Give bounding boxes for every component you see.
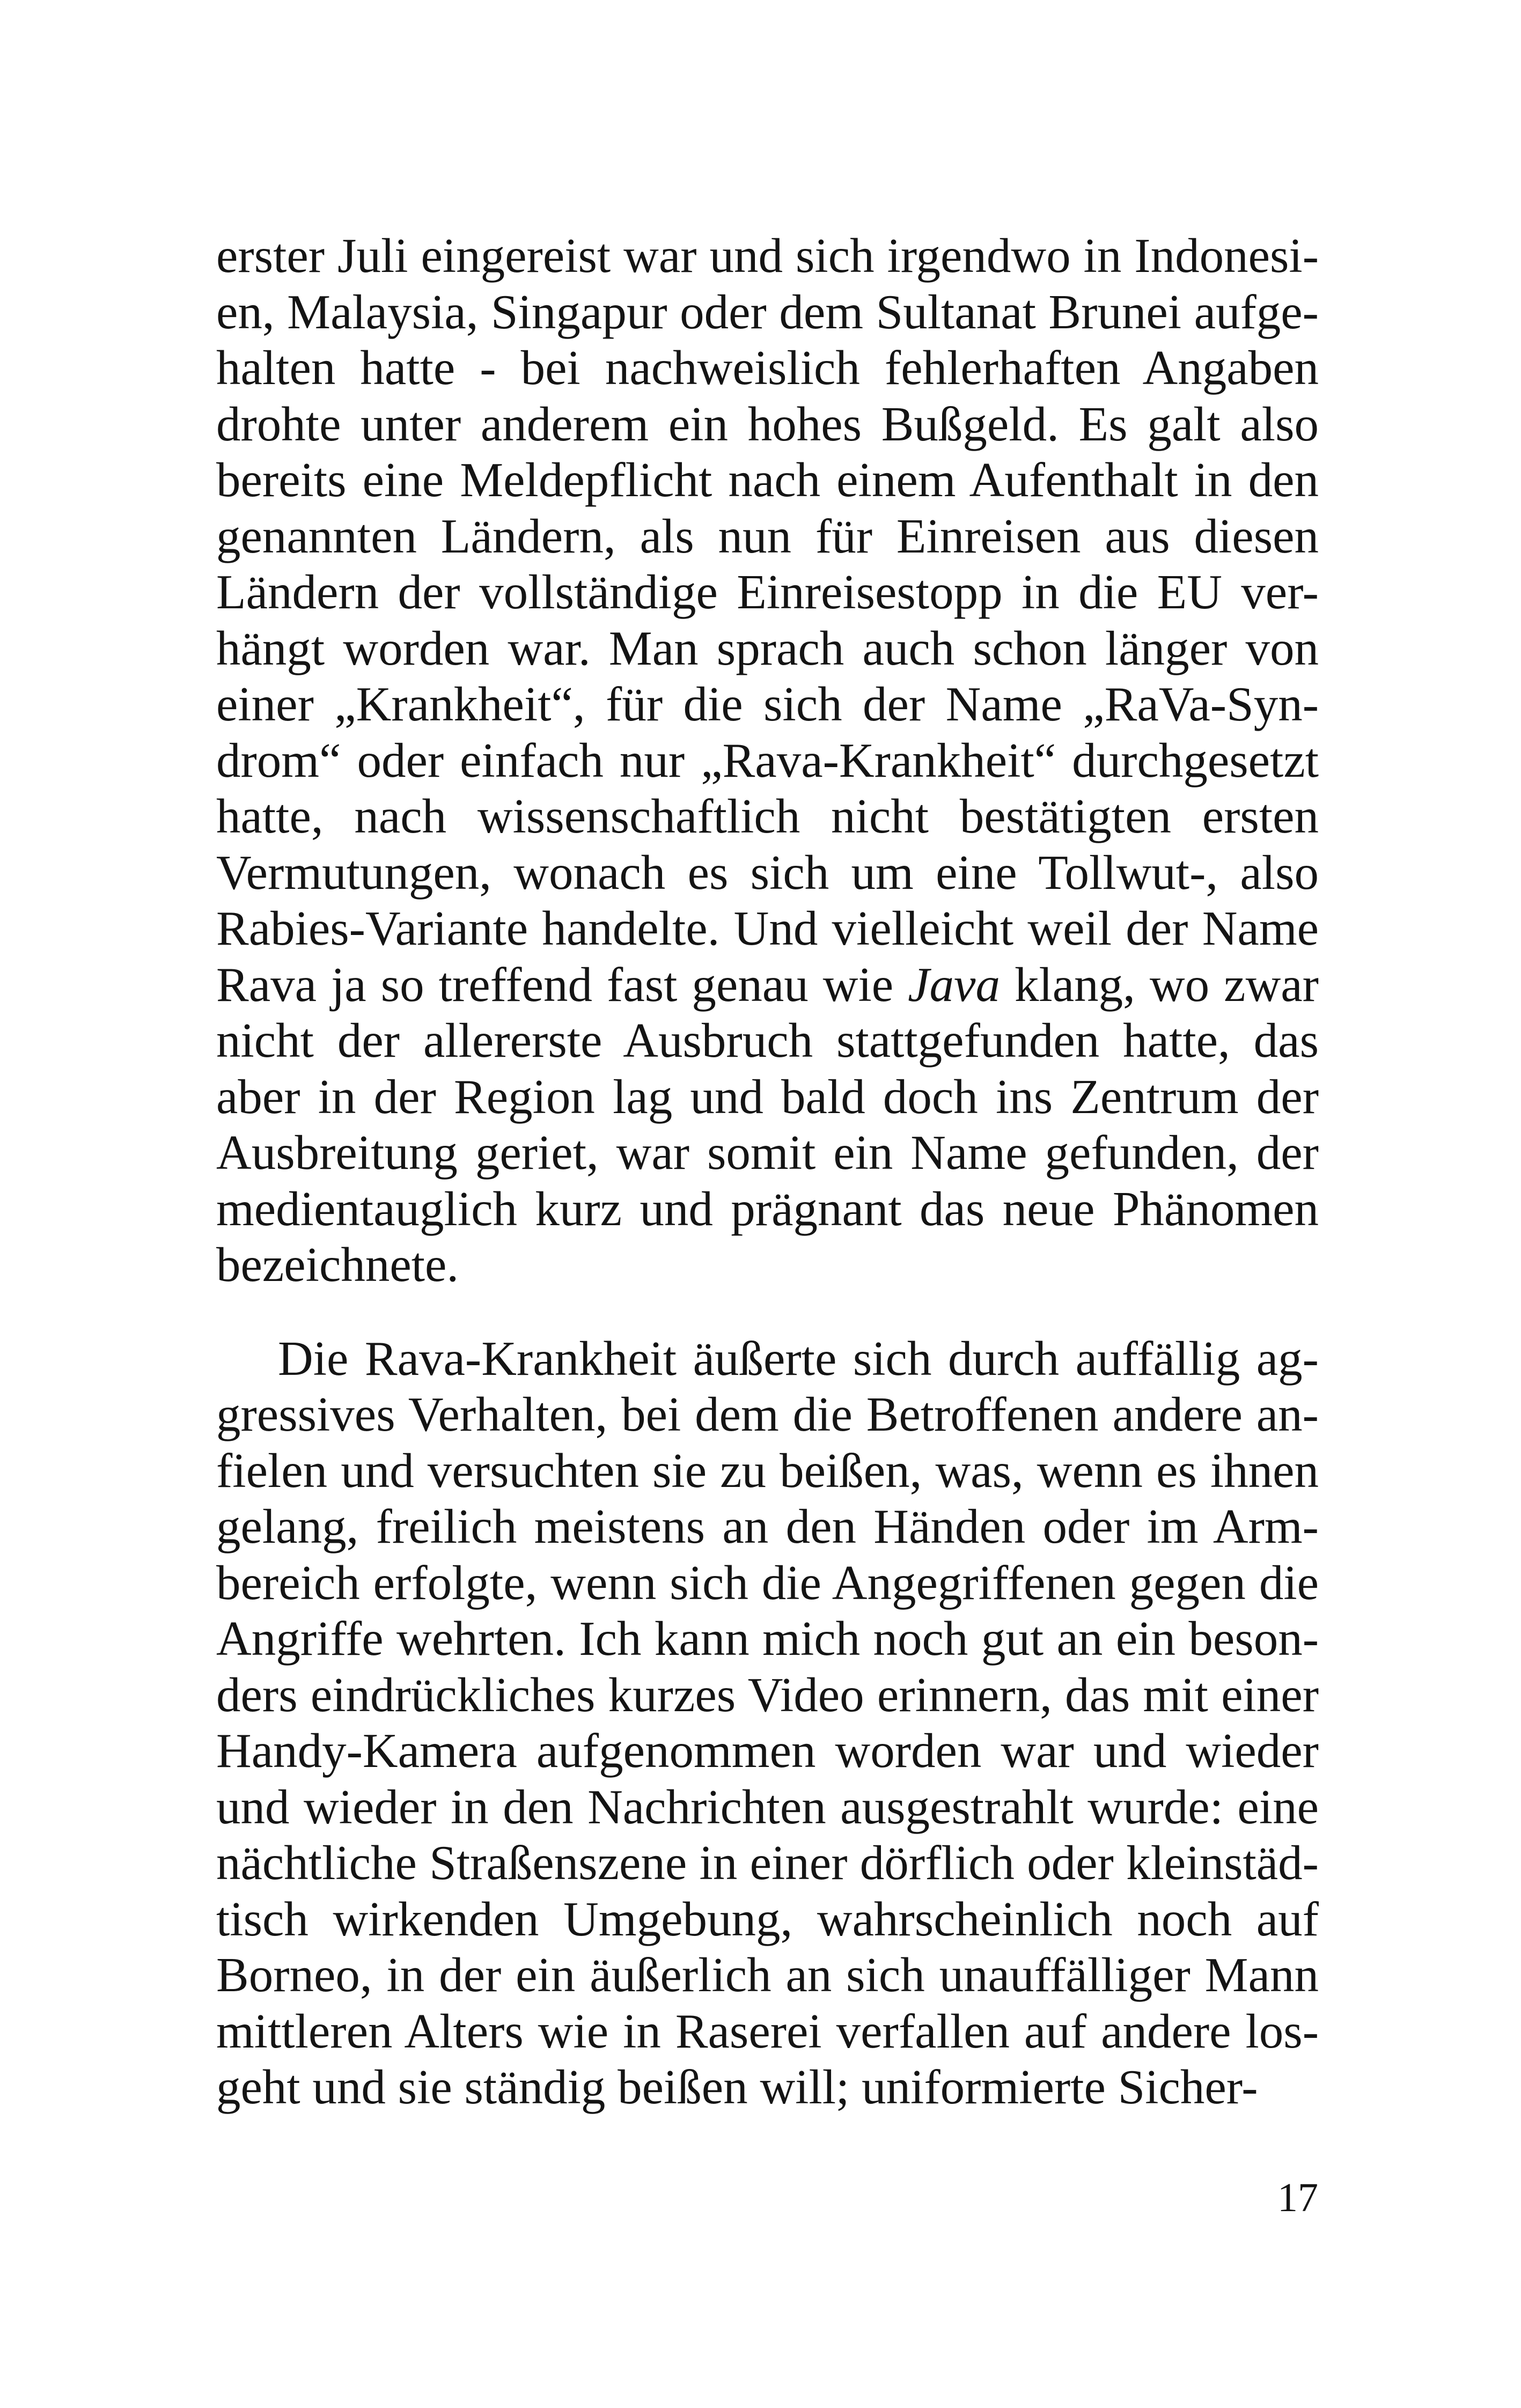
paragraph <box>216 1331 1319 2116</box>
paragraph <box>216 228 1319 1293</box>
text-line: bereits eine Meldepflicht nach einem Aufenthalt in den <box>216 453 1319 507</box>
text-line: hatte, nach wissenschaftlich nicht bestätigten ersten <box>216 789 1319 843</box>
text-line: erster Juli eingereist war und sich irgendwo in Indonesi- <box>216 229 1319 283</box>
text-line: Vermutungen, wonach es sich um eine Tollwut-, also <box>216 845 1319 900</box>
text-line: hängt worden war. Man sprach auch schon länger von <box>216 621 1319 675</box>
text-line: Borneo, in der ein äußerlich an sich unauffälliger Mann <box>216 1948 1319 2002</box>
text-line: ders eindrückliches kurzes Video erinnern, das mit einer <box>216 1667 1319 1722</box>
text-line: medientauglich kurz und prägnant das neue Phänomen <box>216 1181 1319 1236</box>
text-line: Ausbreitung geriet, war somit ein Name gefunden, der <box>216 1125 1319 1180</box>
text-line: Handy-Kamera aufgenommen worden war und wieder <box>216 1724 1319 1778</box>
text-line: bereich erfolgte, wenn sich die Angegriffenen gegen die <box>216 1555 1319 1610</box>
text-line: genannten Ländern, als nun für Einreisen aus diesen <box>216 509 1319 563</box>
text-line: Ländern der vollständige Einreisestopp in die EU ver- <box>216 565 1319 619</box>
text-line: Rabies-Variante handelte. Und vielleicht weil der Name <box>216 901 1319 955</box>
text-line: aber in der Region lag und bald doch ins Zentrum der <box>216 1069 1319 1124</box>
text-line: Angriffe wehrten. Ich kann mich noch gut an ein beson- <box>216 1611 1319 1666</box>
text-line: mittleren Alters wie in Raserei verfallen auf andere los- <box>216 2004 1319 2058</box>
text-line: und wieder in den Nachrichten ausgestrahlt wurde: eine <box>216 1779 1319 1834</box>
text-line: einer „Krankheit“, für die sich der Name „RaVa-Syn- <box>216 677 1319 731</box>
text-line: nicht der allererste Ausbruch stattgefunden hatte, das <box>216 1013 1319 1067</box>
text-line: gelang, freilich meistens an den Händen oder im Arm- <box>216 1499 1319 1553</box>
paragraph-gap <box>216 1293 1319 1331</box>
page-number: 17 <box>1277 2175 1318 2220</box>
text-segment: Rava ja so treffend fast genau wie <box>216 957 908 1012</box>
text-line: halten hatte - bei nachweislich fehlerhaften Angaben <box>216 341 1319 395</box>
text-segment: klang, wo zwar <box>1000 957 1319 1012</box>
text-line: tisch wirkenden Umgebung, wahrscheinlich noch auf <box>216 1891 1319 1946</box>
text-line: nächtliche Straßenszene in einer dörflich oder kleinstäd- <box>216 1836 1319 1890</box>
text-line: drohte unter anderem ein hohes Bußgeld. Es galt also <box>216 396 1319 451</box>
text-line: gressives Verhalten, bei dem die Betroffenen andere an- <box>216 1387 1319 1441</box>
text-line: en, Malaysia, Singapur oder dem Sultanat Brunei aufge- <box>216 284 1319 339</box>
text-line <box>216 957 1319 1013</box>
italic-term: Java <box>908 957 1000 1012</box>
body-text <box>216 228 1319 2116</box>
text-line: fielen und versuchten sie zu beißen, was, wenn es ihnen <box>216 1443 1319 1498</box>
text-line: drom“ oder einfach nur „Rava-Krankheit“ durchgesetzt <box>216 733 1319 787</box>
text-line: geht und sie ständig beißen will; uniformierte Sicher- <box>216 2060 1258 2114</box>
text-line: bezeichnete. <box>216 1238 459 1292</box>
text-line: Die Rava-Krankheit äußerte sich durch auffällig ag- <box>278 1331 1319 1386</box>
